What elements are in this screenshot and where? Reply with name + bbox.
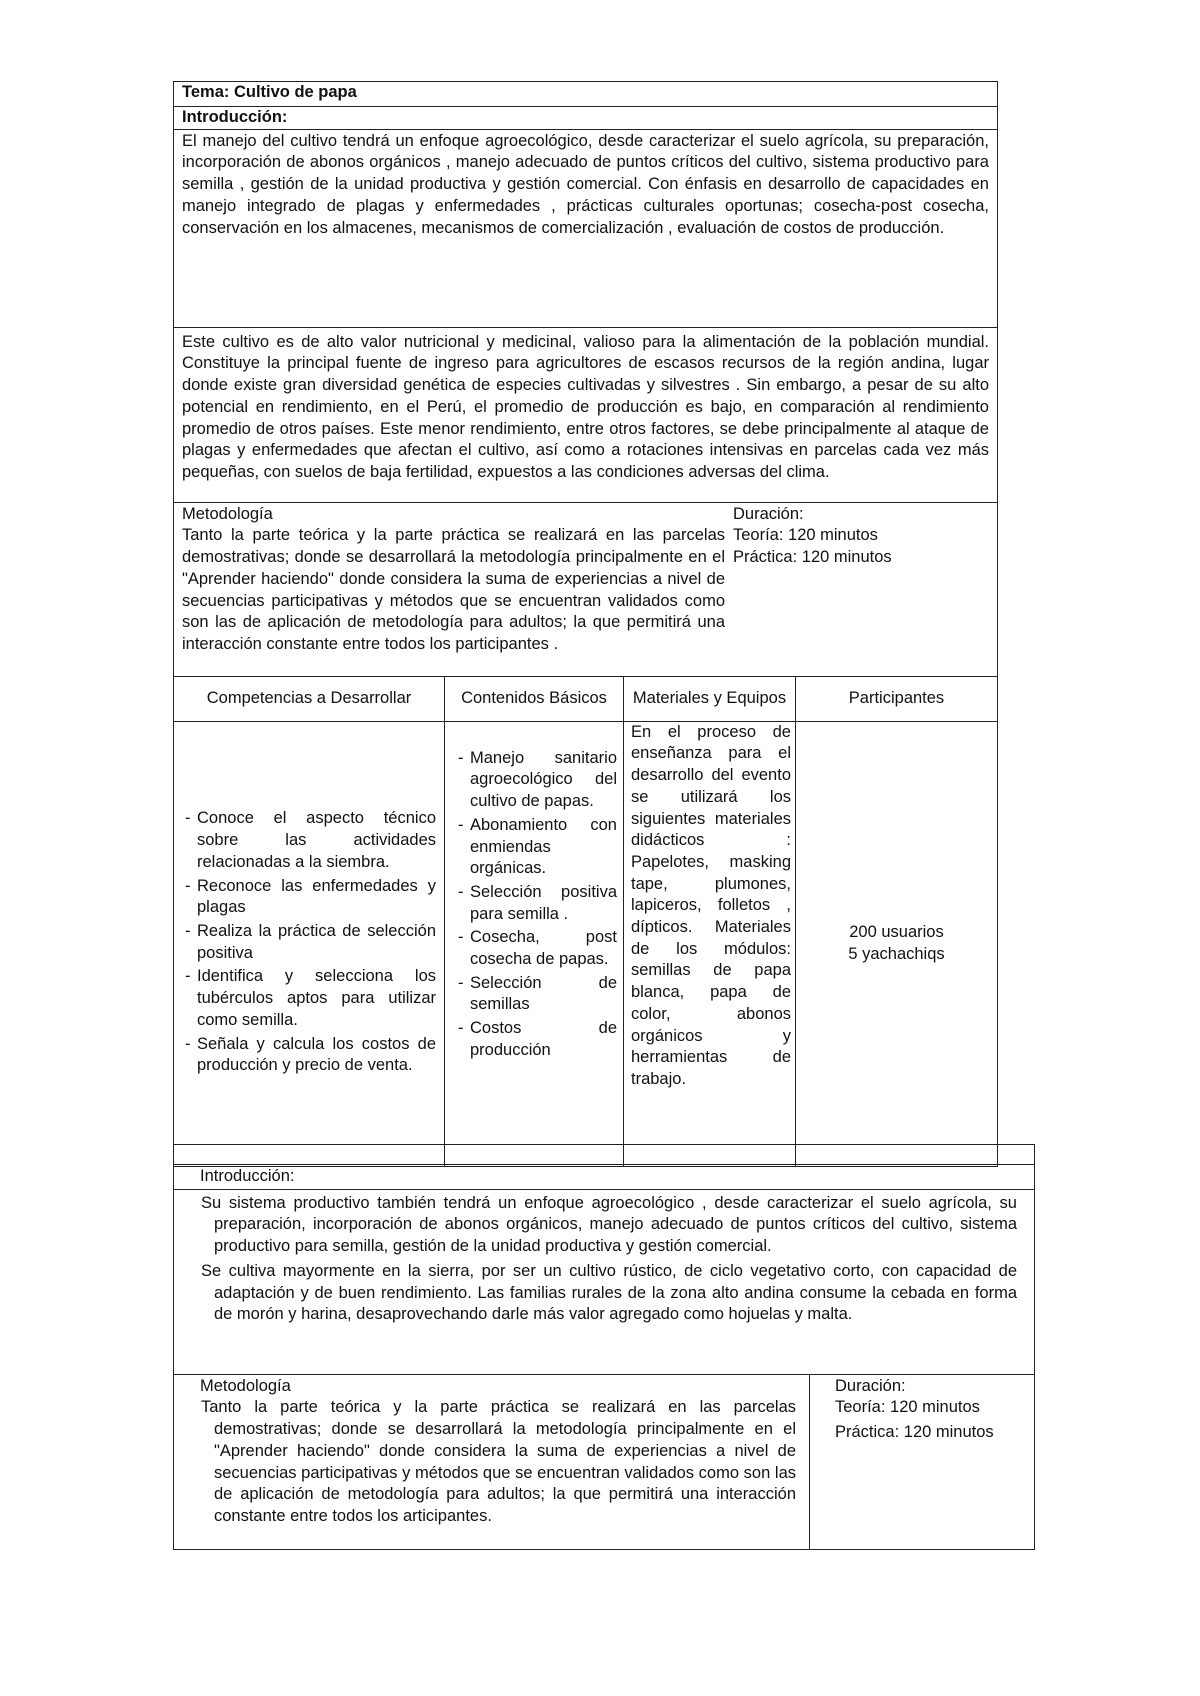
participantes-cell (796, 721, 998, 1166)
intro-paragraph-1: Su sistema productivo también tendrá un enfoque agroecológico , desde caracterizar el suelo agrícola, su preparación, incorporación de abonos orgánicos, manejo adecuado de puntos críticos del cultivo, sistema productivo para semilla, gestión de la unidad productiva y gestión comercial. (201, 1193, 1017, 1256)
competencias-cell (174, 721, 445, 1166)
duration-heading: Duración: (835, 1376, 906, 1395)
participantes-yachachiqs: 5 yachachiqs (848, 944, 945, 963)
header-participantes: Participantes (796, 676, 998, 721)
intro-heading: Introducción: (200, 1167, 295, 1185)
list-item: - Identifica y selecciona los tubérculos aptos para utilizar como semilla. (182, 966, 436, 1031)
list-item: - Realiza la práctica de selección positiva (182, 921, 436, 964)
topic-title: Tema: Cultivo de papa (174, 82, 998, 107)
duration-practice: Práctica: 120 minutos (835, 1423, 994, 1442)
materiales-text: En el proceso de enseñanza para el desarrollo del evento se utilizará los siguientes materiales didácticos : Papelotes, masking tape, plumones, lapiceros, folletos , dípticos. Materiales de los módulos: semillas de papa blanca, papa de color, abonos orgánicos y herramientas de trabajo. (631, 722, 791, 1088)
duration-heading: Duración: (733, 504, 804, 523)
list-item: - Selección de semillas (455, 973, 617, 1016)
intro-paragraph-2: Se cultiva mayormente en la sierra, por ser un cultivo rústico, de ciclo vegetativo corto, con capacidad de adaptación y de buen rendimiento. Las familias rurales de la zona alto andina consume la cebada en forma de morón y harina, desaprovechando darle más valor agregado como hojuelas y malta. (201, 1261, 1017, 1324)
header-materiales: Materiales y Equipos (624, 676, 796, 721)
contenidos-cell (445, 721, 624, 1166)
methodology-text: Tanto la parte teórica y la parte práctica se realizará en las parcelas demostrativas; donde se desarrollará la metodología principalmente en el "Aprender haciendo" donde considera la suma de experiencias a nivel de secuencias participativas y métodos que se encuentran validados como son las de aplicación de metodología para adultos; la que permitirá una interacción constante entre todos los articipantes. (201, 1398, 796, 1525)
list-item: - Costos de producción (455, 1018, 617, 1061)
list-item: - Selección positiva para semilla . (455, 882, 617, 925)
duration-block (733, 504, 892, 656)
list-item: - Conoce el aspecto técnico sobre las actividades relacionadas a la siembra. (182, 808, 436, 873)
empty-row (174, 1145, 1035, 1165)
list-item: - Abonamiento con enmiendas orgánicas. (455, 815, 617, 880)
list-item: - Señala y calcula los costos de producción y precio de venta. (182, 1034, 436, 1077)
competencias-list (182, 808, 436, 1076)
methodology-block (182, 504, 725, 656)
list-item: - Reconoce las enfermedades y plagas (182, 876, 436, 919)
potato-course-table (173, 81, 998, 1167)
description-text: Este cultivo es de alto valor nutricional y medicinal, valioso para la alimentación de la población mundial. Constituye la principal fuente de ingreso para agricultores de escasos recursos de la región andina, lugar donde existe gran diversidad genética de especies cultivadas y silvestres . Sin embargo, a pesar de su alto potencial en rendimiento, en el Perú, el promedio de producción es bajo, en comparación al rendimiento promedio de otros países. Este menor rendimiento, entre otros factores, se debe principalmente al ataque de plagas y enfermedades que afectan el cultivo, así como a rotaciones intensivas en parcelas cada vez más pequeñas, con suelos de baja fertilidad, expuestos a las condiciones adversas del clima. (182, 332, 989, 481)
intro-cell (174, 1189, 1035, 1374)
header-contenidos: Contenidos Básicos (445, 676, 624, 721)
intro-text: El manejo del cultivo tendrá un enfoque agroecológico, desde caracterizar el suelo agrícola, su preparación, incorporación de abonos orgánicos , manejo adecuado de puntos críticos del cultivo, sistema productivo para semilla , gestión de la unidad productiva y gestión comercial. Con énfasis en desarrollo de capacidades en manejo integrado de plagas y enfermedades , prácticas culturales oportunas; cosecha-post cosecha, conservación en los almacenes, mecanismos de comercialización , evaluación de costos de producción. (182, 131, 989, 237)
duration-theory: Teoría: 120 minutos (733, 526, 878, 545)
participantes-users: 200 usuarios (849, 923, 944, 941)
description-cell (174, 327, 998, 502)
methodology-heading: Metodología (182, 504, 273, 523)
duration-practice: Práctica: 120 minutos (733, 548, 892, 567)
list-item: - Cosecha, post cosecha de papas. (455, 927, 617, 970)
methodology-cell (174, 502, 998, 676)
intro-heading-cell (174, 1165, 1035, 1190)
intro-cell (174, 129, 998, 327)
second-course-table (173, 1144, 1035, 1550)
materiales-cell (624, 721, 796, 1166)
intro-heading: Introducción: (174, 107, 998, 130)
contenidos-list (455, 748, 617, 1062)
duration-cell (810, 1374, 1035, 1549)
duration-theory: Teoría: 120 minutos (835, 1398, 980, 1417)
methodology-text: Tanto la parte teórica y la parte práctica se realizará en las parcelas demostrativas; donde se desarrollará la metodología principalmente en el "Aprender haciendo" donde considera la suma de experiencias a nivel de secuencias participativas y métodos que se encuentran validados como son las de aplicación de metodología para adultos; la que permitirá una interacción constante entre todos los participantes . (182, 526, 725, 653)
list-item: - Manejo sanitario agroecológico del cultivo de papas. (455, 748, 617, 813)
methodology-heading: Metodología (200, 1376, 291, 1395)
methodology-cell (174, 1374, 810, 1549)
header-competencias: Competencias a Desarrollar (174, 676, 445, 721)
